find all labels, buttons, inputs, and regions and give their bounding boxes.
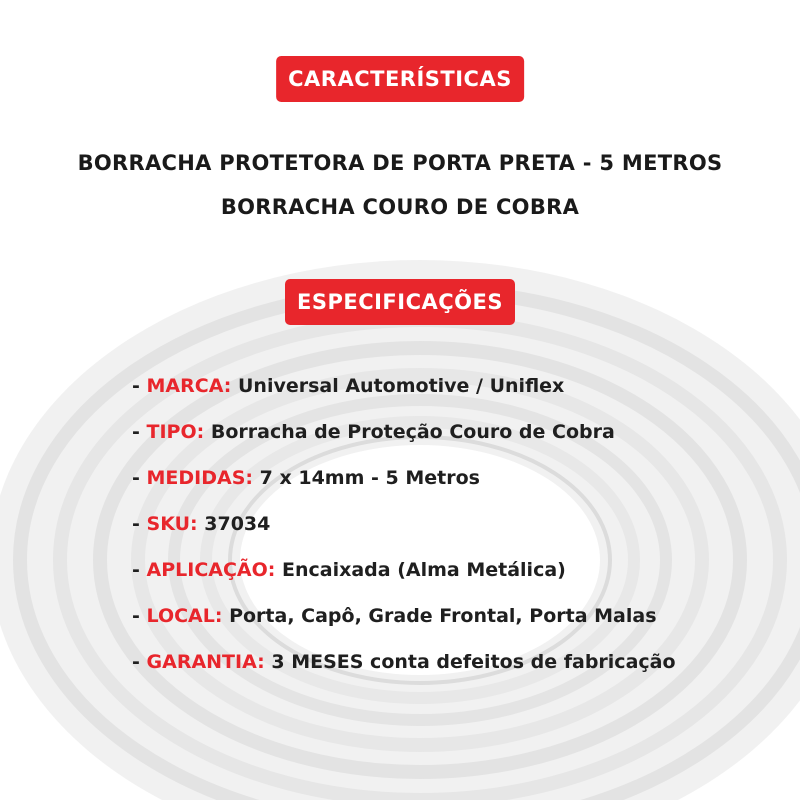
spec-value: 3 MESES conta defeitos de fabricação <box>271 651 676 673</box>
spec-value: 7 x 14mm - 5 Metros <box>259 467 480 489</box>
spec-item-tipo <box>132 418 676 464</box>
product-title-line-1: BORRACHA PROTETORA DE PORTA PRETA - 5 METROS <box>77 151 723 175</box>
spec-key: SKU: <box>146 513 198 535</box>
spec-value: 37034 <box>204 513 271 535</box>
spec-value: Universal Automotive / Uniflex <box>237 375 565 397</box>
spec-bullet: - <box>132 559 147 581</box>
spec-item-medidas <box>132 464 676 510</box>
spec-bullet: - <box>132 467 147 489</box>
specifications-heading-badge: ESPECIFICAÇÕES <box>285 279 515 325</box>
spec-key: APLICAÇÃO: <box>146 559 276 581</box>
spec-bullet: - <box>132 421 147 443</box>
spec-value: Porta, Capô, Grade Frontal, Porta Malas <box>229 605 657 627</box>
spec-item-garantia <box>132 648 676 694</box>
spec-key: TIPO: <box>146 421 205 443</box>
spec-bullet: - <box>132 651 147 673</box>
product-title-line-2: BORRACHA COURO DE COBRA <box>220 195 580 219</box>
spec-value: Encaixada (Alma Metálica) <box>282 559 566 581</box>
spec-key: GARANTIA: <box>146 651 265 673</box>
spec-item-local <box>132 602 676 648</box>
spec-item-marca <box>132 372 676 418</box>
spec-item-aplicacao <box>132 556 676 602</box>
spec-item-sku <box>132 510 676 556</box>
spec-bullet: - <box>132 513 147 535</box>
spec-key: MEDIDAS: <box>146 467 254 489</box>
spec-key: MARCA: <box>146 375 232 397</box>
spec-bullet: - <box>132 375 147 397</box>
spec-key: LOCAL: <box>146 605 223 627</box>
specifications-list <box>132 372 676 694</box>
characteristics-heading-badge: CARACTERÍSTICAS <box>276 56 524 102</box>
spec-bullet: - <box>132 605 147 627</box>
spec-value: Borracha de Proteção Couro de Cobra <box>210 421 615 443</box>
